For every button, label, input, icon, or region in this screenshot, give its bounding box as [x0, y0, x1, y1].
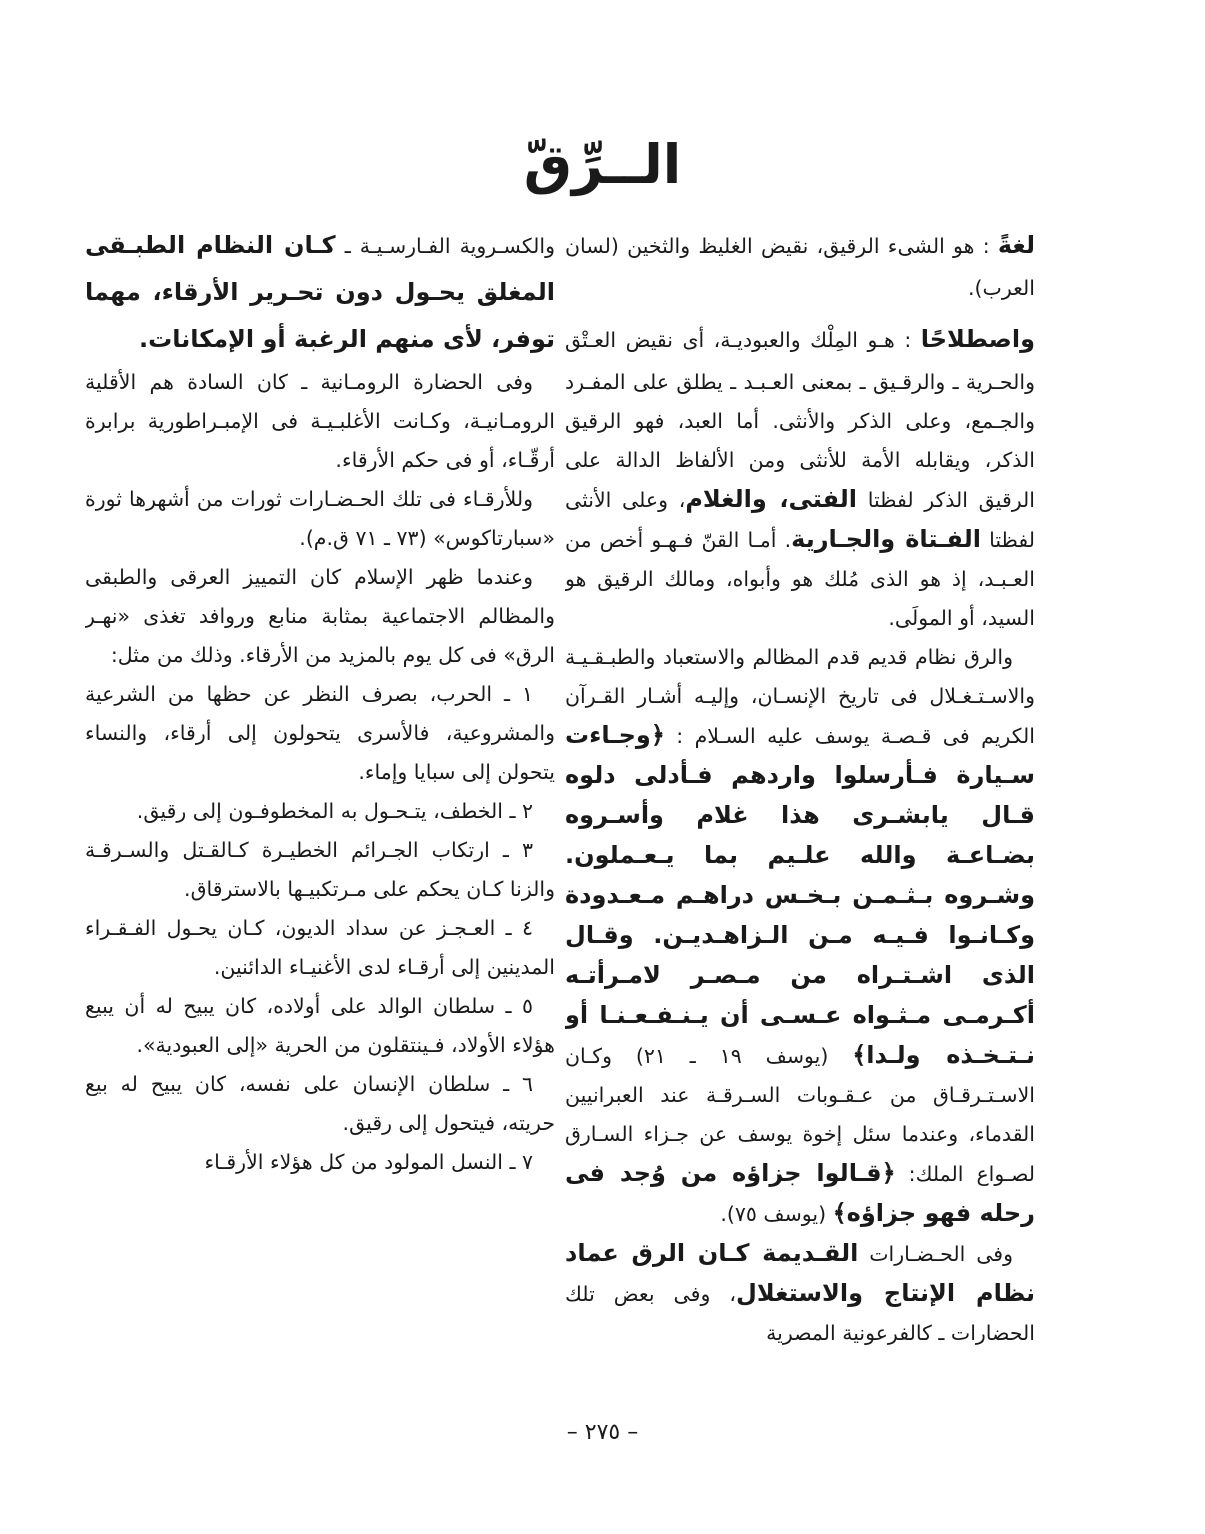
left-column [85, 222, 555, 1412]
quran-quote-2: ﴿قـالوا جزاؤه من وُجد فى رحله فهو جزاؤه﴾ [565, 1159, 1035, 1227]
female-terms: الفـتاة والجـارية [791, 525, 981, 553]
list-item: ٥ ـ سلطان الوالد على أولاده، كان يبيح له أن يبيع هؤلاء الأولاد، فـينتقلون من الحرية «إلى العبودية». [85, 994, 555, 1057]
list-item: ٦ ـ سلطان الإنسان على نفسه، كان يبيح له بيع حريته، فيتحول إلى رقيق. [85, 1072, 555, 1135]
persian-text: والكسـروية الفـارسـيـة ـ [335, 234, 555, 258]
yusuf-after: (يوسف ١٩ ـ ٢١) وكـان الاسـتـرقـاق من عـقـوبات السـرقـة عند العبرانيين القدماء، وعندما سئل إخوة يوسف عن جـزاء السـارق لصـواع الملك: [565, 1044, 1035, 1186]
male-terms: الفتى، والغلام [685, 485, 858, 513]
istilah-tail: . أمـا القنّ فـهـو أخص من العـبـد، إذ هو الذى مُلك هو وأبواه، ومالك الرقيق هو السيد، أو المولَى. [565, 528, 1035, 630]
paragraph-spartacus: وللأرقـاء فى تلك الحـضـارات ثورات من أشهرها ثورة «سبارتاكوس» (٧٣ ـ ٧١ ق.م). [85, 487, 555, 550]
page-title: الــرِّقّ [523, 133, 682, 196]
list-item: ٧ ـ النسل المولود من كل هؤلاء الأرقـاء [204, 1150, 533, 1174]
yusuf-end: (يوسف ٧٥). [720, 1202, 833, 1226]
quran-quote: ﴿وجـاءت سـيارة فـأرسلوا واردهم فـأدلى دلوه قـال يابشـرى هذا غلام وأسـروه بضـاعـة والله علـيم بما يـعـملون. وشـروه بـثـمـن بـخـس دراهـم مـعـدودة وكـانـوا فـيـه مـن الـزاهـديـن. وقـال الذى اشـتـراه من مـصـر لامـرأتـه أكـرمـى مـثـواه عـسـى أن يـنـفـعـنـا أو نـتـخـذه ولـدا﴾ [565, 721, 1035, 1069]
term-lugha: لغةً [997, 231, 1035, 259]
paragraph-islam: وعندما ظهر الإسلام كان التمييز العرقى والطبقى والمظالم الاجتماعية بمثابة منابع وروافد تغذى «نهـر الرق» فى كل يوم بالمزيد من الأرقاء. وذلك من مثل: [85, 565, 555, 667]
list-item: ١ ـ الحرب، بصرف النظر عن حظها من الشرعية والمشروعية، فالأسرى يتحولون إلى أرقاء، والنساء يتحولن إلى سبايا وإماء. [85, 682, 555, 784]
civ-intro: وفى الحـضـارات [858, 1242, 1013, 1266]
paragraph-persian [85, 222, 555, 363]
istilah-mid: ، وعلى الأنثى لفظتا [565, 488, 1035, 552]
lugha-text: : هو الشىء الرقيق، نقيض الغليظ والثخين (لسان العرب). [565, 234, 1035, 300]
paragraph-roman: وفى الحضارة الرومـانية ـ كان السادة هم الأقلية الرومـانيـة، وكـانت الأغلبـيـة فى الإمبـراطورية برابرة أرقّـاء، أو فى حكم الأرقاء. [85, 370, 555, 472]
paragraph-istilah [565, 316, 1035, 638]
paragraph-lugha [565, 222, 1035, 308]
paragraph-civilizations [565, 1234, 1035, 1353]
persian-bold: كـان النظام الطبـقى المغلق يحـول دون تحـرير الأرقاء، مهما توفر، لأى منهم الرغبة أو الإمكانات. [85, 231, 555, 353]
page-number: – ٢٧٥ – [566, 1420, 639, 1445]
civ-tail: ، وفى بعض تلك الحضارات ـ كالفرعونية المصرية [565, 1282, 1035, 1345]
civ-bold: القـديمة كـان الرق عماد نظام الإنتاج والاستغلال [565, 1239, 1035, 1307]
list-item: ٣ ـ ارتكاب الجـرائم الخطيـرة كـالقـتل والسـرقـة والزنا كـان يحكم على مـرتكبيـها بالاسترقاق. [85, 838, 555, 901]
paragraph-yusuf [565, 638, 1035, 1234]
list-item: ٢ ـ الخطف، يتـحـول به المخطوفـون إلى رقيق. [136, 799, 533, 823]
right-column [565, 222, 1035, 1412]
list-item: ٤ ـ العـجـز عن سداد الديون، كـان يحـول الفـقـراء المدينين إلى أرقـاء لدى الأغنيـاء الدائنين. [85, 916, 555, 979]
term-istilah: واصطلاحًا [920, 325, 1035, 353]
yusuf-intro: والرق نظام قديم قدم المظالم والاستعباد والطبـقـيـة والاسـتـغـلال فى تاريخ الإنسـان، وإليـه أشـار القـرآن الكريم فى قـصـة يوسف عليه السـلام : [565, 645, 1035, 748]
istilah-text: : هـو المِلْك والعبوديـة، أى نقيض العـتْق والحـرية ـ والرقـيق ـ بمعنى العـبـد ـ يطلق على المفـرد والجـمع، وعلى الذكر والأنثى. أما العبد، فهو الرقيق الذكر، ويقابله الأمة للأنثى ومن الألفاظ الدالة على الرقيق الذكر لفظتا [565, 328, 1035, 512]
